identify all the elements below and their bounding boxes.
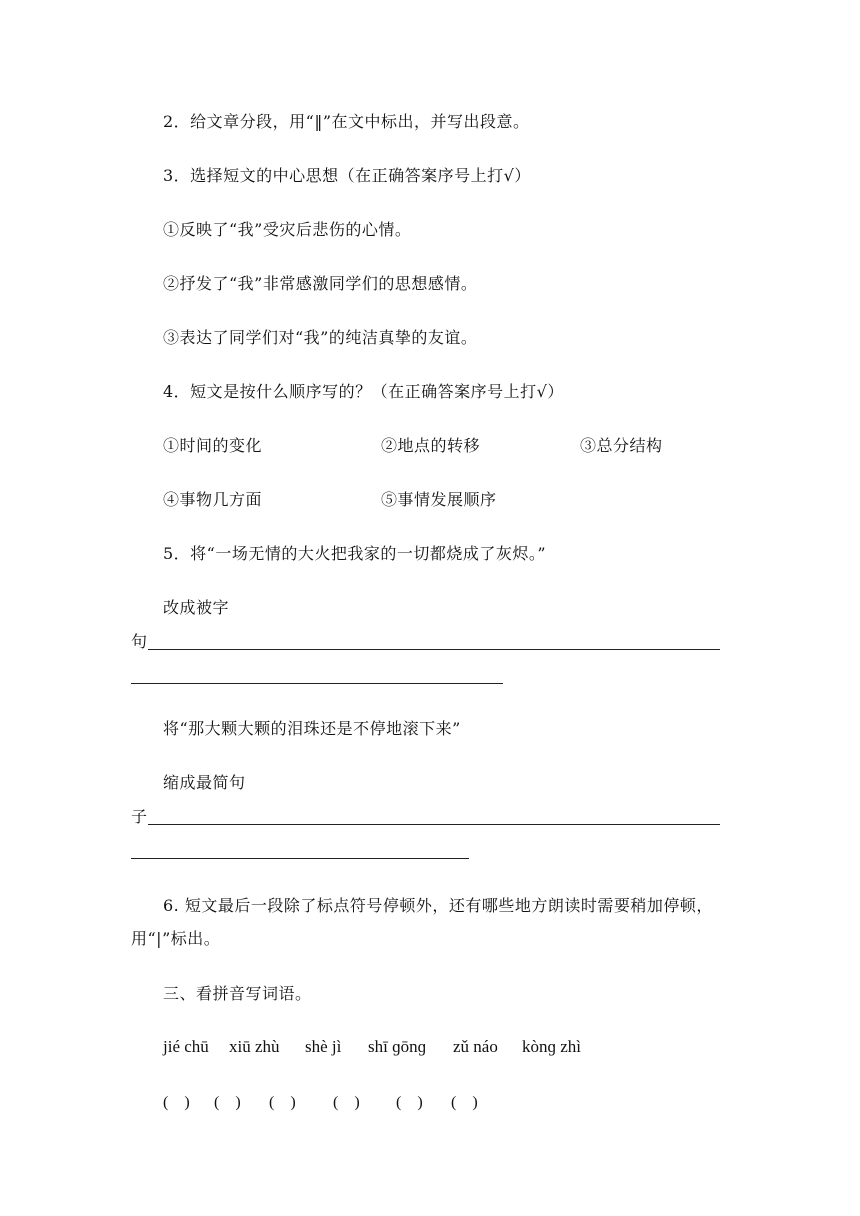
answer-line[interactable]: [131, 683, 503, 684]
answer-blank[interactable]: ( ): [163, 1094, 190, 1111]
section-3-title: 三、看拼音写词语。: [163, 984, 312, 1003]
question-3-option-1: ①反映了“我”受灾后悲伤的心情。: [163, 220, 412, 239]
question-5-prompt: 5．将“一场无情的大火把我家的一切都烧成了灰烬。”: [163, 544, 547, 563]
question-5-shorten-instruction: 缩成最简句: [163, 773, 246, 792]
pinyin-item: shè jì: [305, 1037, 342, 1056]
answer-line[interactable]: [148, 824, 720, 825]
pinyin-item: kònɡ zhì: [522, 1037, 582, 1056]
pinyin-item: xiū zhù: [229, 1037, 280, 1056]
question-3-option-3: ③表达了同学们对“我”的纯洁真挚的友谊。: [163, 328, 478, 347]
answer-blank[interactable]: ( ): [333, 1094, 360, 1111]
pinyin-item: zǔ náo: [453, 1037, 498, 1056]
answer-blank[interactable]: ( ): [269, 1094, 296, 1111]
question-3-option-2: ②抒发了“我”非常感激同学们的思想感情。: [163, 274, 478, 293]
question-4-option-4: ④事物几方面: [163, 490, 263, 509]
answer-line[interactable]: [131, 858, 469, 859]
question-4-prompt: 4．短文是按什么顺序写的？（在正确答案序号上打√）: [163, 382, 564, 401]
question-4-option-5: ⑤事情发展顺序: [381, 490, 497, 509]
question-2: 2．给文章分段，用“‖”在文中标出，并写出段意。: [163, 112, 530, 131]
answer-blank[interactable]: ( ): [214, 1094, 241, 1111]
question-5-shorten-prompt: 将“那大颗大颗的泪珠还是不停地滚下来”: [163, 719, 461, 738]
question-4-option-2: ②地点的转移: [381, 436, 481, 455]
answer-blank[interactable]: ( ): [451, 1094, 478, 1111]
question-4-option-1: ①时间的变化: [163, 436, 263, 455]
question-5-passive-instruction: 改成被字: [163, 598, 230, 617]
question-5-passive-label-end: 句: [131, 632, 148, 651]
question-6-line-1: 6. 短文最后一段除了标点符号停顿外，还有哪些地方朗读时需要稍加停顿，: [163, 896, 713, 915]
question-3-prompt: 3．选择短文的中心思想（在正确答案序号上打√）: [163, 166, 531, 185]
answer-line[interactable]: [148, 649, 720, 650]
question-5-shorten-label-end: 子: [131, 807, 148, 826]
question-6-line-2: 用“|”标出。: [131, 929, 221, 948]
answer-blank[interactable]: ( ): [396, 1094, 423, 1111]
pinyin-item: shī ɡōnɡ: [368, 1037, 427, 1056]
pinyin-item: jié chū: [163, 1037, 209, 1056]
question-4-option-3: ③总分结构: [580, 436, 663, 455]
